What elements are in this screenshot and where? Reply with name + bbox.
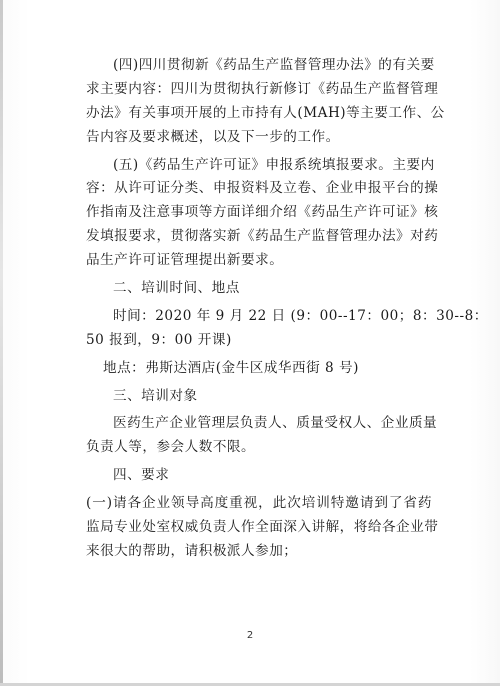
paragraph-5-line-2: 容：从许可证分类、申报资料及立卷、企业申报平台的操 (86, 180, 439, 197)
paragraph-4-line-2: 求主要内容：四川为贯彻执行新修订《药品生产监督管理 (86, 80, 439, 97)
requirement-1-line-2: 监局专业处室权威负责人作全面深入讲解，将给各企业带 (86, 519, 439, 536)
document-body (86, 54, 488, 564)
section-heading-time-place: 二、培训时间、地点 (113, 280, 240, 297)
section-heading-audience: 三、培训对象 (113, 387, 198, 404)
paragraph-4-line-3: 办法》有关事项开展的上市持有人(MAH)等主要工作、公 (86, 104, 445, 121)
paragraph-5-line-4: 发填报要求，贯彻落实新《药品生产监督管理办法》对药 (86, 228, 439, 245)
page-number: 2 (246, 630, 254, 641)
paragraph-5-line-3: 作指南及注意事项等方面详细介绍《药品生产许可证》核 (86, 204, 439, 221)
section-heading-requirements: 四、要求 (113, 467, 170, 484)
paragraph-4-line-1: (四)四川贯彻新《药品生产监督管理办法》的有关要 (113, 57, 435, 73)
time-line-1: 时间：2020 年 9 月 22 日 (9：00--17：00；8：30--8： (113, 307, 488, 324)
place-line: 地点：弗斯达酒店(金牛区成华西街 8 号) (103, 359, 359, 376)
scan-edge-left (0, 0, 3, 686)
paragraph-5-line-5: 品生产许可证管理提出新要求。 (86, 252, 284, 269)
paragraph-4-line-4: 告内容及要求概述，以及下一步的工作。 (86, 128, 340, 145)
audience-line-2: 负责人等，参会人数不限。 (86, 439, 256, 456)
time-line-2: 50 报到，9：00 开课) (86, 331, 232, 348)
requirement-1-line-1: (一)请各企业领导高度重视，此次培训特邀请到了省药 (86, 495, 432, 512)
paragraph-5-line-1: (五)《药品生产许可证》申报系统填报要求。主要内 (113, 156, 435, 173)
audience-line-1: 医药生产企业管理层负责人、质量受权人、企业质量 (113, 415, 438, 432)
requirement-1-line-3: 来很大的帮助，请积极派人参加； (86, 542, 298, 559)
